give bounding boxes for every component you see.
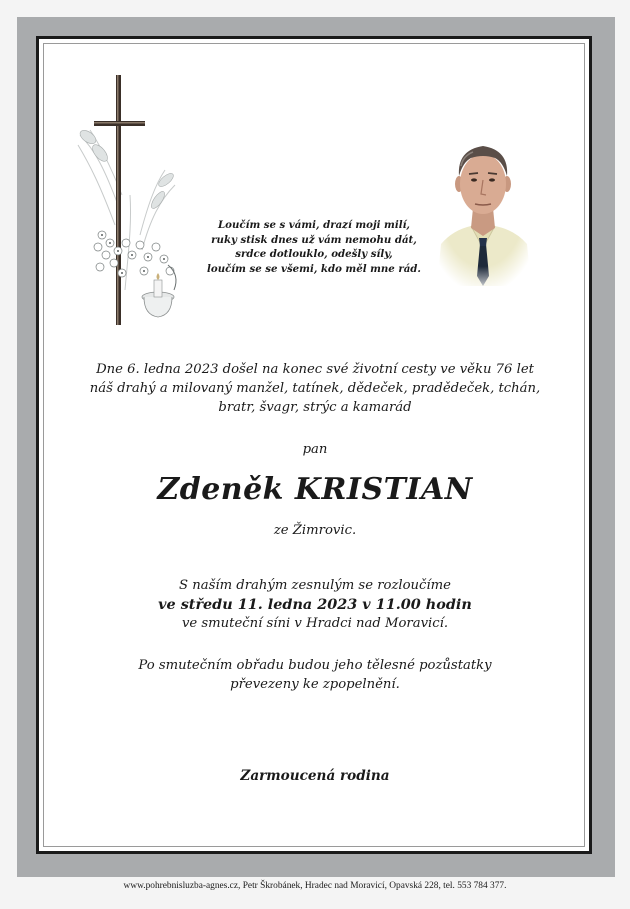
ceremony-details [60,576,570,633]
ceremony-place: ve smuteční síni v Hradci nad Moravicí. [181,616,449,631]
cross-with-flowers-icon [70,75,195,325]
ceremony-line: S naším drahým zesnulým se rozloučíme [179,578,451,593]
intro-line: náš drahý a milovaný manžel, tatínek, dědeček, pradědeček, tchán, [89,381,541,396]
cremation-line: převezeny ke zpopelnění. [230,677,400,692]
poem-line: loučím se se všemi, kdo měl mne rád. [207,262,421,275]
poem-line: ruky stisk dnes už vám nemohu dát, [211,233,417,246]
intro-line: bratr, švagr, strýc a kamarád [218,400,412,415]
poem-line: Loučím se s vámi, drazí moji milí, [218,219,410,231]
deceased-name: Zdeněk KRISTIAN [157,472,473,507]
announcement-intro [60,360,570,417]
deceased-origin: ze Žimrovic. [273,523,357,538]
farewell-poem [198,218,430,276]
cremation-line: Po smutečním obřadu budou jeho tělesné pozůstatky [138,658,492,673]
honorific: pan [302,442,328,457]
poem-line: srdce dotlouklo, odešly síly, [235,248,393,261]
funeral-service-footer: www.pohrebnisluzba-agnes.cz, Petr Škrobánek, Hradec nad Moravicí, Opavská 228, tel. 553 784 377. [123,881,507,891]
signature: Zarmoucená rodina [240,768,390,784]
ceremony-date-time: ve středu 11. ledna 2023 v 11.00 hodin [158,596,472,613]
cremation-note [60,656,570,694]
intro-line: Dne 6. ledna 2023 došel na konec své životní cesty ve věku 76 let [96,362,534,377]
deceased-portrait-photo [433,136,533,286]
